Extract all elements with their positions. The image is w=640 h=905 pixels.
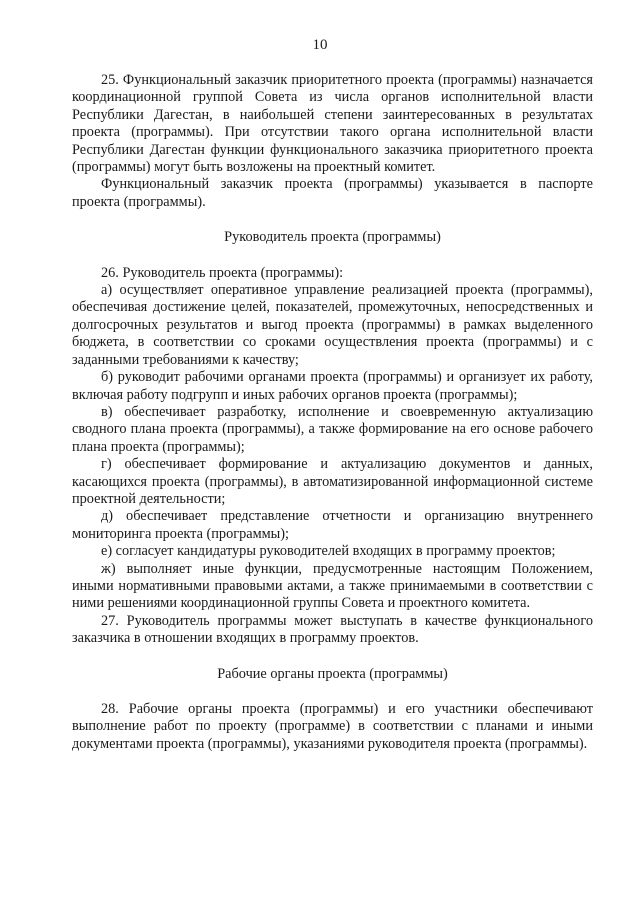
paragraph-26: 26. Руководитель проекта (программы):: [101, 264, 344, 281]
paragraph-26-zh: ж) выполняет иные функции, предусмотренные настоящим Положением, иными нормативными правовыми актами, а также принимаемыми в соответствии с ними решениями координационной группы Совета и проектного комитета.: [72, 560, 593, 612]
paragraph-28: 28. Рабочие органы проекта (программы) и его участники обеспечивают выполнение работ по проекту (программе) в соответствии с планами и иными документами проекта (программы), указаниями руководителя проекта (программы).: [72, 701, 593, 752]
paragraph-25-note: Функциональный заказчик проекта (программы) указывается в паспорте проекта (программы).: [72, 176, 593, 210]
paragraph-25: 25. Функциональный заказчик приоритетного проекта (программы) назначается координационной группой Совета из числа органов исполнительной власти Республики Дагестан, в наибольшей степени заинтересованных в результатах проекта (программы). При отсутствии такого органа исполнительной власти Республики Дагестан функции функционального заказчика приоритетного проекта (программы) могут быть возложены на проектный комитет.: [72, 72, 593, 176]
document-body: [72, 72, 593, 753]
paragraph-26-v: в) обеспечивает разработку, исполнение и своевременную актуализацию сводного плана проекта (программы), а также формирование на его основе рабочего плана проекта (программы);: [72, 403, 593, 455]
paragraph-26-d: д) обеспечивает представление отчетности и организацию внутреннего мониторинга проекта (программы);: [72, 508, 593, 542]
section-heading-working-bodies: Рабочие органы проекта (программы): [217, 665, 448, 682]
paragraph-27: 27. Руководитель программы может выступать в качестве функционального заказчика в отношении входящих в программу проектов.: [72, 612, 593, 647]
paragraph-26-a: а) осуществляет оперативное управление реализацией проекта (программы), обеспечивая достижение целей, показателей, промежуточных, непосредственных и долгосрочных результатов и выгод проекта (программы) в рамках выделенного бюджета, в соответствии со сроками осуществления проекта (программы) и с заданными требованиями к качеству;: [72, 282, 593, 368]
paragraph-26-b: б) руководит рабочими органами проекта (программы) и организует их работу, включая работу подгрупп и иных рабочих органов проекта (программы);: [72, 369, 593, 403]
paragraph-26-g: г) обеспечивает формирование и актуализацию документов и данных, касающихся проекта (программы), в автоматизированной информационной системе проектной деятельности;: [72, 456, 593, 507]
section-heading-project-manager: Руководитель проекта (программы): [224, 229, 441, 246]
paragraph-26-e: е) согласует кандидатуры руководителей входящих в программу проектов;: [101, 543, 556, 560]
page-number: 10: [312, 37, 328, 53]
